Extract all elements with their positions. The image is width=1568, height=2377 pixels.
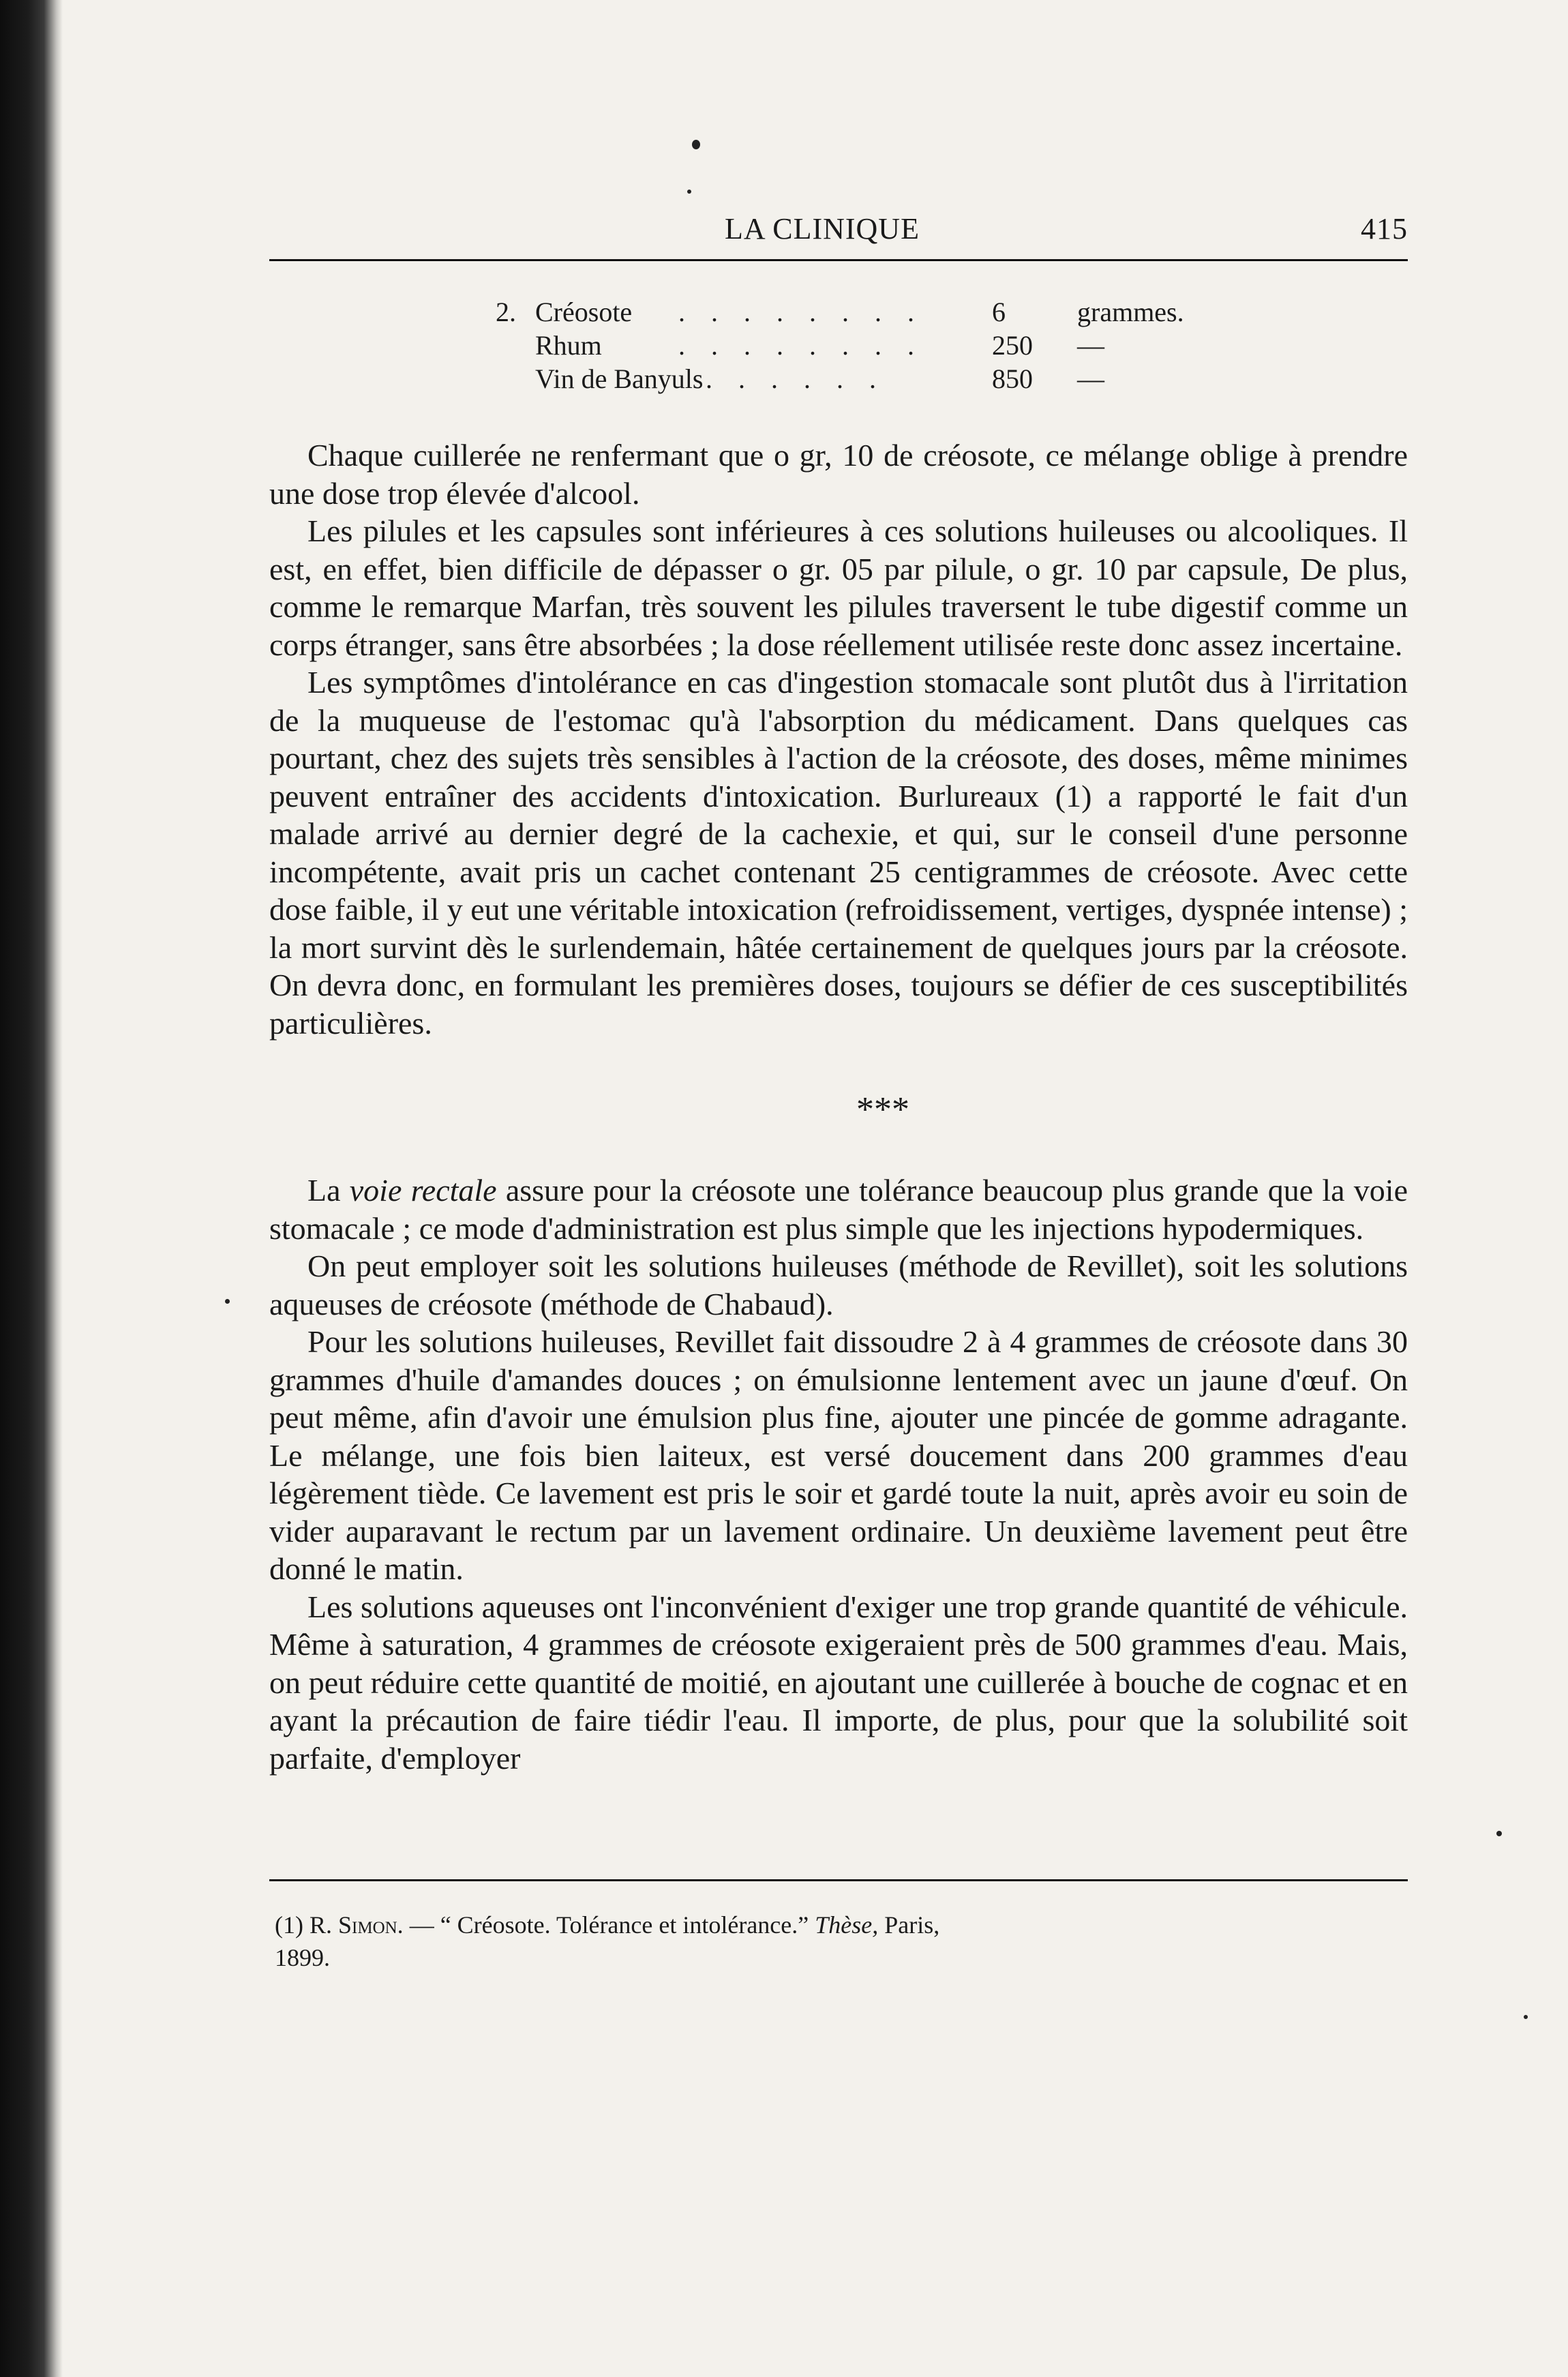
recipe-row: [269, 329, 1408, 362]
recipe-row: [269, 295, 1408, 329]
recipe-unit: —: [1077, 330, 1104, 361]
recipe-number: 2.: [496, 297, 516, 327]
paragraph-rest: assure pour la créosote une tolérance beaucoup plus grande que la voie stomacale ; ce mode d'administration est plus simple que les injections hypodermiques.: [269, 1173, 1408, 1246]
recipe-row: [269, 362, 1408, 395]
paragraph: Les solutions aqueuses ont l'inconvénient d'exiger une trop grande quantité de véhicule. Même à saturation, 4 grammes de créosote exigeraient près de 500 grammes d'eau. Mais, on peut réduire cette quantité de moitié, en ajoutant une cuillerée à bouche de cognac et en ayant la précaution de faire tiédir l'eau. Il importe, de plus, pour que la solubilité soit parfaite, d'employer: [269, 1589, 1408, 1776]
running-header: [269, 205, 1408, 259]
page-number: 415: [1361, 212, 1408, 245]
print-speck: [1496, 1831, 1502, 1836]
book-binding-shadow: [0, 0, 63, 2377]
footnote-title: “ Créosote. Tolérance et intolérance.”: [440, 1911, 809, 1939]
print-speck: [1524, 2015, 1528, 2019]
recipe-unit: grammes.: [1077, 297, 1184, 327]
footnote-place: Paris,: [878, 1911, 940, 1939]
paragraph: Les symptômes d'intolérance en cas d'ingestion stomacale sont plutôt dus à l'irritation de la muqueuse de l'estomac qu'à l'absorption du médicament. Dans quelques cas pourtant, chez des sujets très sensibles à l'action de la créosote, des doses, même minimes peuvent entraîner des accidents d'intoxication. Burlureaux (1) a rapporté le fait d'un malade arrivé au dernier degré de la cachexie, et qui, sur le conseil d'une personne incompétente, avait pris un cachet contenant 25 centigrammes de créosote. Avec cette dose faible, il y eut une véritable intoxication (refroidissement, vertiges, dyspnée intense) ; la mort survint dès le surlendemain, hâtée certainement de quelques jours par la créosote. On devra donc, en formulant les premières doses, toujours se défier de ces susceptibilités particulières.: [269, 665, 1408, 1041]
paragraph: Les pilules et les capsules sont inférieures à ces solutions huileuses ou alcooliques. Il est, en effet, bien difficile de dépasser o gr. 05 par pilule, o gr. 10 par capsule, De plus, comme le remarque Marfan, très souvent les pilules traversent le tube digestif comme un corps étranger, sans être absorbées ; la dose réellement utilisée reste donc assez incertaine.: [269, 513, 1408, 662]
recipe-quantity: 250: [992, 330, 1033, 361]
footnote: [269, 1909, 1408, 1974]
header-rule: [269, 259, 1408, 261]
recipe-leader-dots: . . . . . . . .: [678, 330, 924, 361]
body-text: [269, 436, 1408, 1777]
recipe-unit: —: [1077, 363, 1104, 394]
print-speck: [687, 190, 691, 194]
recipe-ingredient: Vin de Banyuls: [535, 363, 704, 394]
print-speck: [225, 1299, 230, 1304]
italic-term: voie rectale: [349, 1173, 497, 1208]
recipe-leader-dots: . . . . . .: [706, 363, 886, 394]
book-page: [269, 205, 1408, 1974]
footnote-dash: —: [403, 1911, 440, 1939]
recipe-quantity: 850: [992, 363, 1033, 394]
paragraph: On peut employer soit les solutions huileuses (méthode de Revillet), soit les solutions aqueuses de créosote (méthode de Chabaud).: [269, 1249, 1408, 1321]
footnote-author: R. Simon.: [309, 1911, 404, 1939]
recipe-leader-dots: . . . . . . . .: [678, 297, 924, 327]
footnote-thesis: Thèse,: [815, 1911, 879, 1939]
recipe-formula: [269, 295, 1408, 395]
paragraph: Pour les solutions huileuses, Revillet fait dissoudre 2 à 4 grammes de créosote dans 30 grammes d'huile d'amandes douces ; on émulsionne lentement avec un jaune d'œuf. On peut même, afin d'avoir une émulsion plus fine, ajouter une pincée de gomme adragante. Le mélange, une fois bien laiteux, est versé doucement dans 200 grammes d'eau légèrement tiède. Ce lavement est pris le soir et gardé toute la nuit, après avoir eu soin de vider auparavant le rectum par un lavement ordinaire. Un deuxième lavement peut être donné le matin.: [269, 1324, 1408, 1586]
paragraph-lead: La: [307, 1173, 350, 1208]
footnote-year: 1899.: [275, 1944, 330, 1971]
paragraph: Chaque cuillerée ne renfermant que o gr, 10 de créosote, ce mélange oblige à prendre une dose trop élevée d'alcool.: [269, 438, 1408, 511]
recipe-quantity: 6: [992, 297, 1006, 327]
paragraph: [269, 1171, 1408, 1247]
recipe-ingredient: Rhum: [535, 330, 602, 361]
footnote-rule: [269, 1879, 1408, 1881]
section-separator: ***: [856, 1090, 909, 1129]
print-speck: [692, 140, 700, 149]
recipe-ingredient: Créosote: [535, 297, 633, 327]
footnote-marker: (1): [275, 1911, 303, 1939]
running-title: LA CLINIQUE: [725, 212, 920, 245]
